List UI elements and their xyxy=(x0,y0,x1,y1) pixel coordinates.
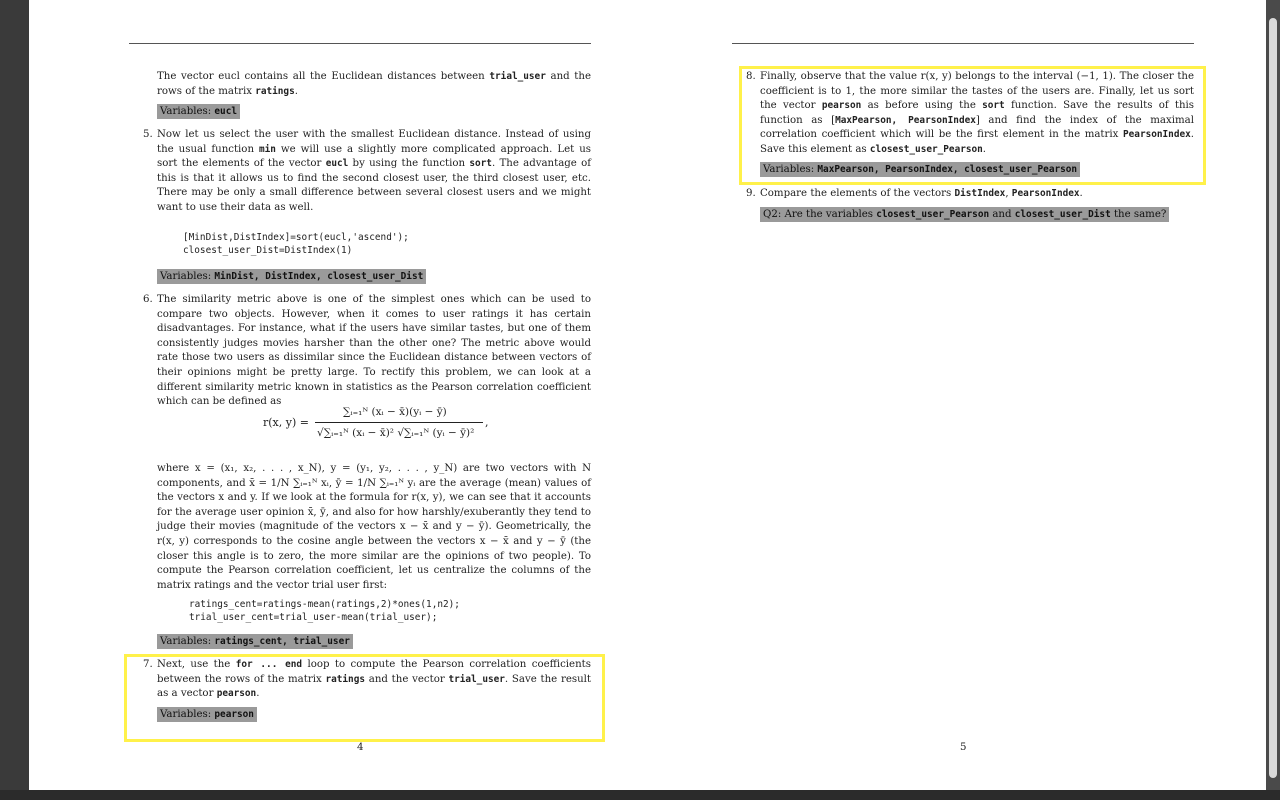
item-number: 5. xyxy=(143,129,153,140)
variables-names: MaxPearson, PearsonIndex, closest_user_Pearson xyxy=(817,164,1078,175)
code-ratings: ratings xyxy=(325,673,365,685)
text: by using the function xyxy=(348,158,470,170)
intro-paragraph xyxy=(157,70,591,99)
variables-names: ratings_cent, trial_user xyxy=(214,636,350,647)
variables-box-eucl xyxy=(157,104,240,119)
code-ratings: ratings xyxy=(255,85,295,97)
code-pearsonindex: PearsonIndex xyxy=(1011,188,1080,199)
text: . The advantage of this is that it allows us to find the second closest user, the third closest user, etc. There may be only a small difference between several closest users and we might want to use their data as well. xyxy=(157,158,591,213)
text: The vector eucl contains all the Euclidean distances between xyxy=(157,71,490,82)
code-sort: sort xyxy=(982,100,1005,112)
header-rule xyxy=(129,43,591,44)
code-closest-user-pearson: closest_user_Pearson xyxy=(869,143,983,155)
header-rule xyxy=(732,43,1194,44)
viewer-bottom-margin xyxy=(0,790,1280,800)
variables-names: eucl xyxy=(214,106,237,117)
variables-label: Variables: xyxy=(160,106,215,117)
variables-box-sort xyxy=(157,269,426,284)
code-closest-user-pearson: closest_user_Pearson xyxy=(876,209,990,220)
formula-lhs: r(x, y) = xyxy=(263,416,309,429)
code-maxpearson-pearsonindex: MaxPearson, PearsonIndex xyxy=(835,114,976,126)
code-pearson: pearson xyxy=(821,100,862,112)
variables-names: pearson xyxy=(214,709,254,720)
code-pearsonindex: PearsonIndex xyxy=(1123,129,1191,141)
item-5 xyxy=(143,128,591,216)
code-distindex: DistIndex xyxy=(954,188,1006,199)
variables-box-centralize xyxy=(157,634,353,649)
text: Q2: Are the variables xyxy=(763,209,877,220)
text: . xyxy=(1079,188,1083,199)
variables-label: Variables: xyxy=(160,636,215,647)
fraction-bar xyxy=(315,422,483,423)
text: . Save this element as xyxy=(760,129,1194,155)
text: . xyxy=(256,688,260,700)
text: Now let us select the user with the smallest Euclidean distance. Instead of using the usual function xyxy=(157,129,591,155)
text: Compare the elements of the vectors xyxy=(760,188,955,199)
code-min: min xyxy=(259,143,276,155)
item-number: 9. xyxy=(746,188,756,199)
text: . xyxy=(982,143,987,155)
highlight-box-item-7 xyxy=(124,654,605,742)
text: the same? xyxy=(1110,209,1167,220)
scrollbar-thumb[interactable] xyxy=(1269,18,1277,778)
code-trial-user: trial_user xyxy=(489,71,546,82)
viewer-left-margin xyxy=(0,0,29,800)
page-number: 5 xyxy=(960,742,967,753)
code-for-end: for ... end xyxy=(235,659,303,670)
text: The similarity metric above is one of the simplest ones which can be used to compare two objects. However, when it comes to user ratings it has certain disadvantages. For instance, what if the users have similar tastes, but one of them consistently judges movies harsher than the other one? The metric above would rate those two users as dissimilar since the Euclidean distance between vectors of their opinions might be pretty large. To rectify this problem, we can look at a different similarity metric known in statistics as the Pearson correlation coefficient which can be defined as xyxy=(157,294,591,408)
code-line: ratings_cent=ratings-mean(ratings,2)*ones(1,n2); xyxy=(189,599,460,610)
code-eucl: eucl xyxy=(325,158,349,170)
highlight-box-item-8 xyxy=(739,66,1206,185)
text: , xyxy=(1005,188,1012,199)
page-spread xyxy=(29,0,1266,790)
text: ] and find the index of the maximal correlation coefficient which will be the first element in the matrix xyxy=(760,114,1194,141)
formula-comma: , xyxy=(485,416,489,429)
item-9 xyxy=(746,187,1194,202)
code-trial-user: trial_user xyxy=(448,673,505,685)
code-closest-user-dist: closest_user_Dist xyxy=(1014,209,1111,220)
item-6 xyxy=(143,293,591,410)
text: we will use a slightly more complicated approach. Let us sort the elements of the vector xyxy=(157,143,591,170)
text: loop to compute the Pearson correlation coefficients between the rows of the matrix xyxy=(157,659,591,685)
item-number: 8. xyxy=(746,71,756,82)
item-number: 7. xyxy=(143,659,153,670)
text: . xyxy=(294,85,298,97)
text: as before using the xyxy=(861,100,983,112)
text: and xyxy=(989,209,1015,220)
page-number: 4 xyxy=(357,742,364,753)
code-sort: sort xyxy=(469,158,492,170)
code-line: trial_user_cent=trial_user-mean(trial_user); xyxy=(189,612,438,623)
code-block-sort xyxy=(183,231,409,257)
code-line: [MinDist,DistIndex]=sort(eucl,'ascend'); xyxy=(183,232,409,243)
code-block-centralize xyxy=(189,598,460,624)
where-paragraph xyxy=(157,462,591,593)
variables-label: Variables: xyxy=(763,164,818,175)
variables-names: MinDist, DistIndex, closest_user_Dist xyxy=(214,271,424,282)
code-pearson: pearson xyxy=(216,688,257,700)
text: where x = (x₁, x₂, . . . , x_N), y = (y₁, y₂, . . . , y_N) are two vectors with N components, and x̄ = 1/N ∑ᵢ₌₁ᴺ xᵢ, ȳ = 1/N ∑ᵢ₌₁ᴺ yᵢ are the average (mean) values of the vectors x and y. If we look at the formula for r(x, y), we can see that it accounts for the average user opinion x̄, ȳ, and also for how harshly/exuberantly they tend to judge their movies (magnitude of the vectors x − x̄ and y − ȳ). Geometrically, the r(x, y) corresponds to the cosine angle between the vectors x − x̄ and y − ȳ (the closer this angle is to zero, the more similar are the opinions of two people). To compute the Pearson correlation coefficient, let us centralize the columns of the matrix ratings and the vector trial user first: xyxy=(157,463,591,591)
variables-label: Variables: xyxy=(160,709,215,720)
text: and the rows of the matrix xyxy=(157,71,591,97)
page-4 xyxy=(129,0,591,790)
question-q2-box xyxy=(760,207,1169,222)
text: function. Save the results of this function as [ xyxy=(760,100,1195,126)
page-5 xyxy=(732,0,1194,790)
formula-denominator: √∑ᵢ₌₁ᴺ (xᵢ − x̄)² √∑ᵢ₌₁ᴺ (yᵢ − ȳ)² xyxy=(317,427,475,439)
variables-label: Variables: xyxy=(160,271,215,282)
formula-numerator: ∑ᵢ₌₁ᴺ (xᵢ − x̄)(yᵢ − ȳ) xyxy=(343,406,447,418)
vertical-scrollbar[interactable] xyxy=(1266,0,1280,800)
item-number: 6. xyxy=(143,294,153,305)
text: . Save the result as a vector xyxy=(157,673,591,700)
code-line: closest_user_Dist=DistIndex(1) xyxy=(183,245,353,256)
text: and the vector xyxy=(364,673,449,685)
text: Finally, observe that the value r(x, y) belongs to the interval (−1, 1). The closer the coefficient is to 1, the more similar the tastes of the users are. Finally, let us sort the vector xyxy=(760,71,1194,112)
text: Next, use the xyxy=(157,659,236,670)
